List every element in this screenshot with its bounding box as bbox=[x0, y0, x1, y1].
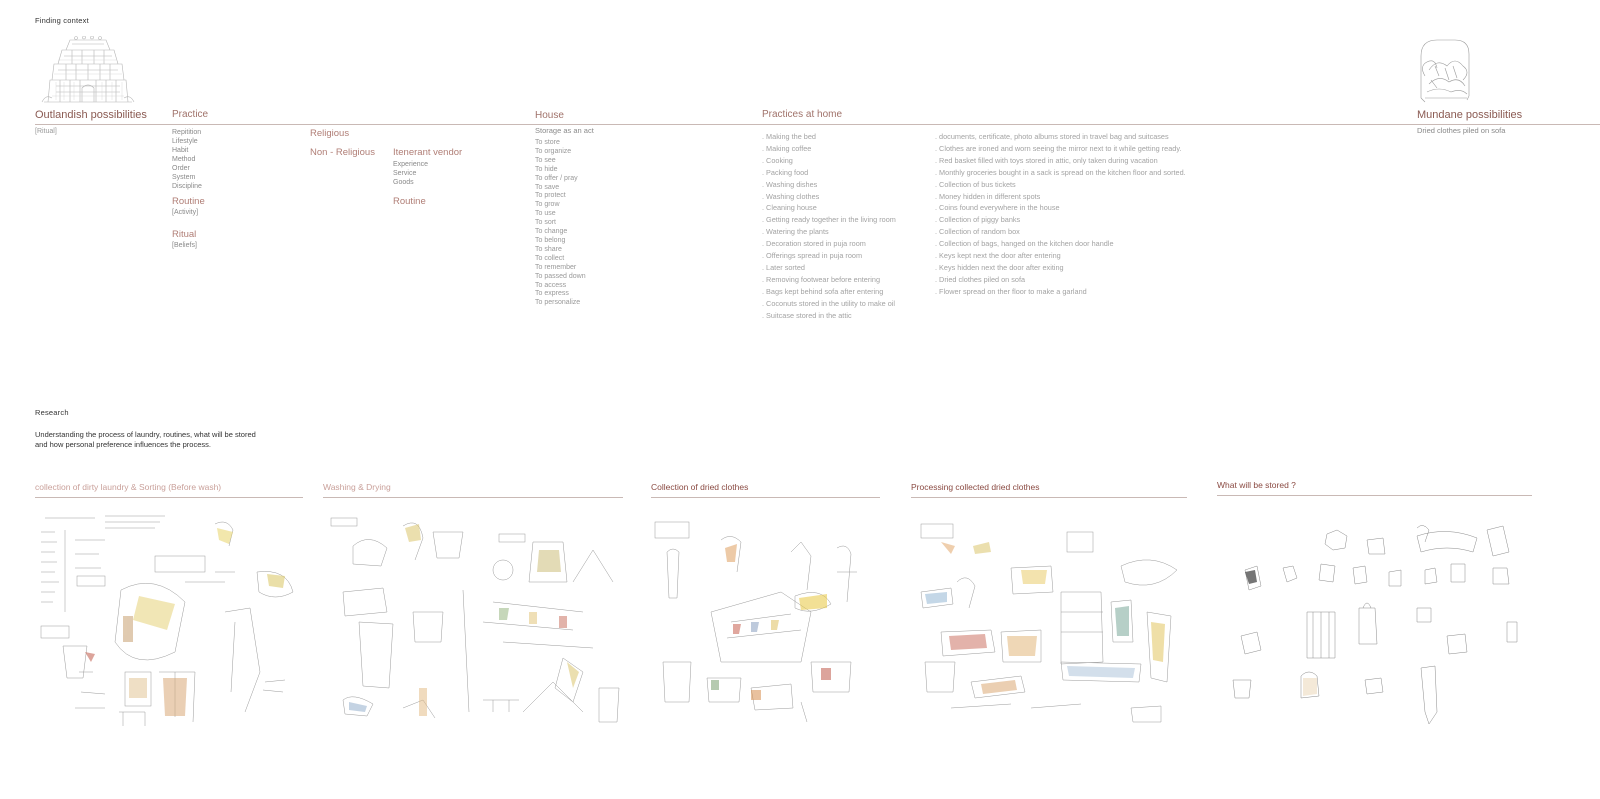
list-item: Discipline bbox=[172, 183, 202, 190]
house-list bbox=[535, 139, 586, 308]
list-item: Goods bbox=[393, 179, 414, 186]
list-item: To protect bbox=[535, 192, 566, 200]
section-divider bbox=[911, 497, 1187, 498]
non-religious-label: Non - Religious bbox=[310, 147, 375, 158]
practices-home-col2 bbox=[935, 131, 1186, 298]
list-item: To personalize bbox=[535, 299, 581, 307]
list-item: . Making the bed bbox=[762, 132, 816, 141]
list-item: To share bbox=[535, 245, 562, 253]
list-item: Lifestyle bbox=[172, 138, 198, 145]
list-item: To offer / pray bbox=[535, 174, 578, 182]
research-text-line: and how personal preference influences the process. bbox=[35, 439, 211, 449]
list-item: To passed down bbox=[535, 272, 586, 280]
list-item: . Flower spread on ther floor to make a garland bbox=[935, 286, 1087, 296]
list-item: . Watering the plants bbox=[762, 227, 829, 237]
research-description bbox=[35, 430, 256, 449]
section-title-processing: Processing collected dried clothes bbox=[911, 482, 1040, 492]
list-item: To grow bbox=[535, 201, 560, 209]
list-item: . Suitcase stored in the attic bbox=[762, 310, 852, 320]
list-item: . Clothes are ironed and worn seeing the mirror next to it while getting ready. bbox=[935, 143, 1182, 153]
outlandish-sub: [Ritual] bbox=[35, 128, 57, 135]
list-item: . Red basket filled with toys stored in attic, only taken during vacation bbox=[935, 155, 1158, 165]
itinerant-title: Itenerant vendor bbox=[393, 147, 463, 158]
list-item: . Collection of bags, hanged on the kitchen door handle bbox=[935, 239, 1114, 249]
ritual-sub: [Beliefs] bbox=[172, 242, 197, 249]
list-item: . Keys kept next the door after entering bbox=[935, 251, 1061, 261]
sofa-clothes-sketch-icon bbox=[1415, 36, 1475, 104]
list-item: . Packing food bbox=[762, 167, 809, 177]
list-item: . Keys hidden next the door after exiting bbox=[935, 262, 1064, 272]
list-item: . Monthly groceries bought in a sack is spread on the kitchen floor and sorted. bbox=[935, 167, 1186, 177]
list-item: . Dried clothes piled on sofa bbox=[935, 274, 1026, 284]
list-item: To collect bbox=[535, 254, 565, 262]
list-item: To save bbox=[535, 183, 560, 191]
list-item: . Cooking bbox=[762, 155, 793, 165]
practices-home-title: Practices at home bbox=[762, 109, 843, 120]
section-label-finding-context: Finding context bbox=[35, 16, 89, 25]
list-item: . Offerings spread in puja room bbox=[762, 251, 863, 261]
list-item: To access bbox=[535, 281, 567, 289]
list-item: Experience bbox=[393, 161, 429, 168]
collection-sketch-illustration bbox=[651, 512, 880, 728]
religious-label: Religious bbox=[310, 128, 350, 139]
ritual-title: Ritual bbox=[172, 229, 197, 240]
context-divider bbox=[35, 124, 1600, 125]
list-item: System bbox=[172, 174, 196, 181]
list-item: . Money hidden in different spots bbox=[935, 191, 1041, 201]
routine-sub: [Activity] bbox=[172, 209, 199, 216]
list-item: To store bbox=[535, 139, 560, 146]
list-item: To use bbox=[535, 210, 556, 218]
outlandish-title: Outlandish possibilities bbox=[35, 109, 147, 121]
sorting-sketch-illustration bbox=[35, 512, 303, 728]
list-item: To remember bbox=[535, 263, 577, 271]
section-divider bbox=[1217, 495, 1532, 496]
list-item: To belong bbox=[535, 236, 566, 244]
section-title-sorting: collection of dirty laundry & Sorting (Before wash) bbox=[35, 482, 222, 492]
list-item: . Removing footwear before entering bbox=[762, 274, 881, 284]
section-title-stored: What will be stored ? bbox=[1217, 480, 1296, 490]
house-title: House bbox=[535, 110, 564, 121]
list-item: To organize bbox=[535, 147, 572, 155]
list-item: . Collection of bus tickets bbox=[935, 179, 1016, 189]
stored-items-sketch-illustration bbox=[1217, 512, 1532, 732]
list-item: Order bbox=[172, 165, 190, 172]
practices-home-col1 bbox=[762, 131, 896, 322]
list-item: . Washing clothes bbox=[762, 191, 820, 201]
washing-sketch-illustration bbox=[323, 512, 623, 728]
list-item: To express bbox=[535, 290, 569, 298]
list-item: . Collection of piggy banks bbox=[935, 215, 1021, 225]
practice-title: Practice bbox=[172, 109, 209, 120]
list-item: Habit bbox=[172, 147, 189, 154]
list-item: Service bbox=[393, 170, 417, 177]
itinerant-list bbox=[393, 160, 428, 187]
mundane-title: Mundane possibilities bbox=[1417, 109, 1523, 121]
list-item: To change bbox=[535, 228, 568, 236]
list-item: . Decoration stored in puja room bbox=[762, 239, 866, 249]
practice-list bbox=[172, 128, 202, 191]
list-item: . Collection of random box bbox=[935, 227, 1020, 237]
list-item: . documents, certificate, photo albums stored in travel bag and suitcases bbox=[935, 132, 1169, 141]
temple-sketch-icon bbox=[36, 36, 140, 104]
section-divider bbox=[323, 497, 623, 498]
list-item: . Coins found everywhere in the house bbox=[935, 203, 1060, 213]
list-item: . Later sorted bbox=[762, 262, 805, 272]
list-item: Method bbox=[172, 156, 196, 163]
list-item: Repitition bbox=[172, 129, 202, 136]
list-item: . Coconuts stored in the utility to make oil bbox=[762, 298, 896, 308]
list-item: To hide bbox=[535, 165, 558, 173]
section-label-research: Research bbox=[35, 408, 69, 417]
list-item: . Making coffee bbox=[762, 143, 812, 153]
list-item: To see bbox=[535, 156, 556, 164]
mundane-sub: Dried clothes piled on sofa bbox=[1417, 126, 1506, 135]
section-divider bbox=[35, 497, 303, 498]
itinerant-routine: Routine bbox=[393, 196, 426, 207]
section-title-washing: Washing & Drying bbox=[323, 482, 391, 492]
section-title-collection: Collection of dried clothes bbox=[651, 482, 749, 492]
list-item: . Bags kept behind sofa after entering bbox=[762, 286, 884, 296]
routine-title: Routine bbox=[172, 196, 205, 207]
research-text-line: Understanding the process of laundry, routines, what will be stored bbox=[35, 430, 256, 439]
list-item: To sort bbox=[535, 219, 557, 227]
list-item: . Washing dishes bbox=[762, 179, 818, 189]
house-sub: Storage as an act bbox=[535, 126, 594, 135]
list-item: . Cleaning house bbox=[762, 203, 817, 213]
processing-sketch-illustration bbox=[911, 512, 1187, 728]
list-item: . Getting ready together in the living room bbox=[762, 215, 896, 225]
section-divider bbox=[651, 497, 880, 498]
